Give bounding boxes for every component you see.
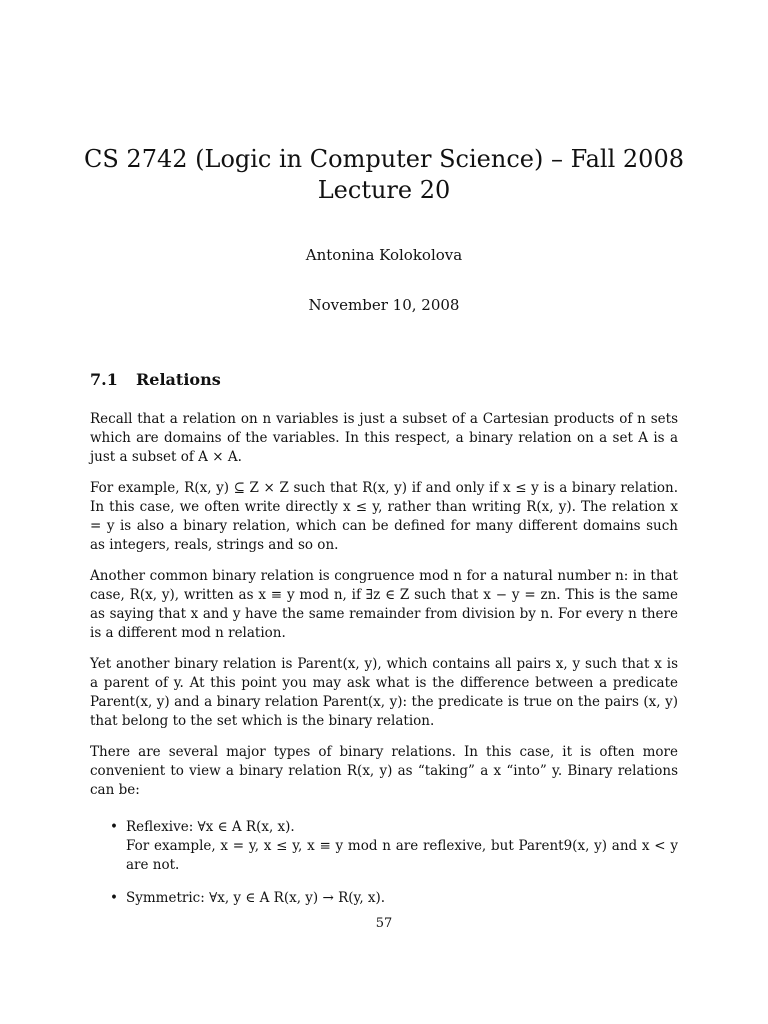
section-body [90, 410, 678, 922]
document-title: CS 2742 (Logic in Computer Science) – Fall 2008 [84, 145, 684, 173]
paragraph: There are several major types of binary relations. In this case, it is often more convenient to view a binary relation R(x, y) as “taking” a x “into” y. Binary relations can be: [90, 744, 678, 798]
paragraph: Another common binary relation is congruence mod n for a natural number n: in that case, R(x, y), written as x ≡ y mod n, if ∃z ∈ Z such that x − y = zn. This is the same as saying that x and y have the same remainder from division by n. For every n there is a different mod n relation. [90, 568, 678, 641]
page-number: 57 [375, 916, 393, 931]
bullet-icon: • [110, 819, 118, 835]
list-item [90, 889, 678, 908]
title-block [0, 144, 768, 206]
document-date: November 10, 2008 [308, 296, 460, 314]
section-title: Relations [136, 370, 221, 389]
bullet-icon: • [110, 890, 118, 906]
paragraph: Yet another binary relation is Parent(x, y), which contains all pairs x, y such that x is a parent of y. At this point you may ask what is the difference between a predicate Parent(x, y) and a binary relation Parent(x, y): the predicate is true on the pairs (x, y) that belong to the set which is the binary relation. [90, 656, 678, 729]
section-heading [90, 370, 221, 389]
list-item-head: Symmetric: ∀x, y ∈ A R(x, y) → R(y, x). [126, 890, 386, 906]
list-item [90, 818, 678, 875]
list-item-head: Reflexive: ∀x ∈ A R(x, x). [126, 819, 295, 835]
author-name: Antonina Kolokolova [305, 246, 463, 264]
paragraph: For example, R(x, y) ⊆ Z × Z such that R(x, y) if and only if x ≤ y is a binary relation. In this case, we often write directly x ≤ y, rather than writing R(x, y). The relation x = y is also a binary relation, which can be defined for many different domains such as integers, reals, strings and so on. [90, 480, 678, 553]
relation-types-list [90, 818, 678, 908]
document-subtitle: Lecture 20 [317, 176, 451, 204]
list-item-body: For example, x = y, x ≤ y, x ≡ y mod n are reflexive, but Parent9(x, y) and x < y are not. [126, 838, 678, 873]
paragraph: Recall that a relation on n variables is just a subset of a Cartesian products of n sets which are domains of the variables. In this respect, a binary relation on a set A is a just a subset of A × A. [90, 411, 678, 465]
section-number: 7.1 [90, 370, 118, 389]
